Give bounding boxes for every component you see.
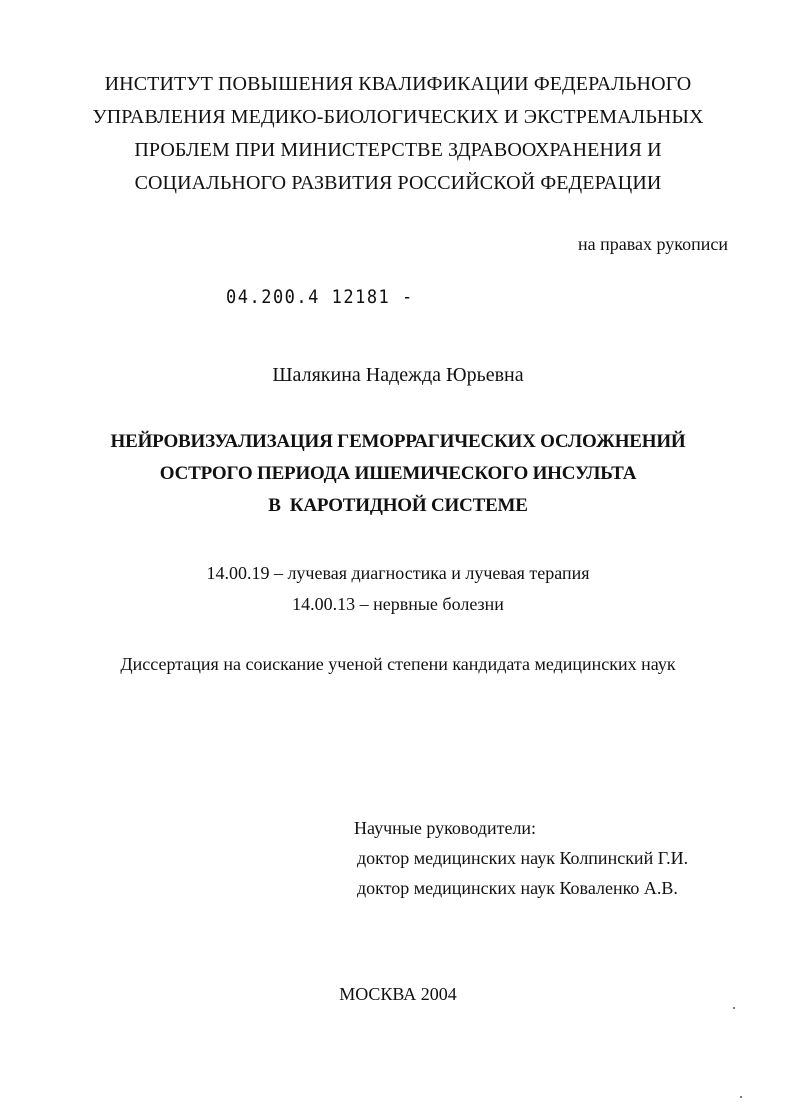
- institution-line: СОЦИАЛЬНОГО РАЗВИТИЯ РОССИЙСКОЙ ФЕДЕРАЦИИ: [134, 172, 662, 194]
- institution-line: ИНСТИТУТ ПОВЫШЕНИЯ КВАЛИФИКАЦИИ ФЕДЕРАЛЬНОГО: [104, 73, 692, 95]
- title-line: В КАРОТИДНОЙ СИСТЕМЕ: [268, 495, 528, 516]
- specialty-codes: [0, 558, 796, 620]
- title-line: ОСТРОГО ПЕРИОДА ИШЕМИЧЕСКОГО ИНСУЛЬТА: [159, 463, 637, 484]
- dissertation-title: [0, 426, 796, 522]
- degree-statement: Диссертация на соискание ученой степени кандидата медицинских наук: [120, 654, 676, 674]
- rights-note: на правах рукописи: [578, 234, 728, 254]
- scan-speck: [740, 1096, 742, 1098]
- supervisor-item: доктор медицинских наук Коваленко А.В.: [357, 878, 678, 898]
- author-name: Шалякина Надежда Юрьевна: [272, 364, 524, 386]
- institution-line: ПРОБЛЕМ ПРИ МИНИСТЕРСТВЕ ЗДРАВООХРАНЕНИЯ И: [134, 139, 662, 161]
- supervisors-block: [354, 813, 688, 903]
- supervisor-item: доктор медицинских наук Колпинский Г.И.: [357, 848, 689, 868]
- title-line: НЕЙРОВИЗУАЛИЗАЦИЯ ГЕМОРРАГИЧЕСКИХ ОСЛОЖНЕНИЙ: [110, 431, 686, 452]
- specialty-line: 14.00.13 – нервные болезни: [292, 594, 504, 614]
- institution-line: УПРАВЛЕНИЯ МЕДИКО-БИОЛОГИЧЕСКИХ И ЭКСТРЕМАЛЬНЫХ: [92, 106, 704, 128]
- scan-speck: [733, 1007, 735, 1009]
- city-year: МОСКВА 2004: [339, 984, 457, 1004]
- specialty-line: 14.00.19 – лучевая диагностика и лучевая терапия: [206, 563, 590, 583]
- supervisors-heading: Научные руководители:: [354, 818, 537, 838]
- registry-number: 04.200.4 12181 -: [226, 286, 414, 309]
- institution-header: [0, 68, 796, 200]
